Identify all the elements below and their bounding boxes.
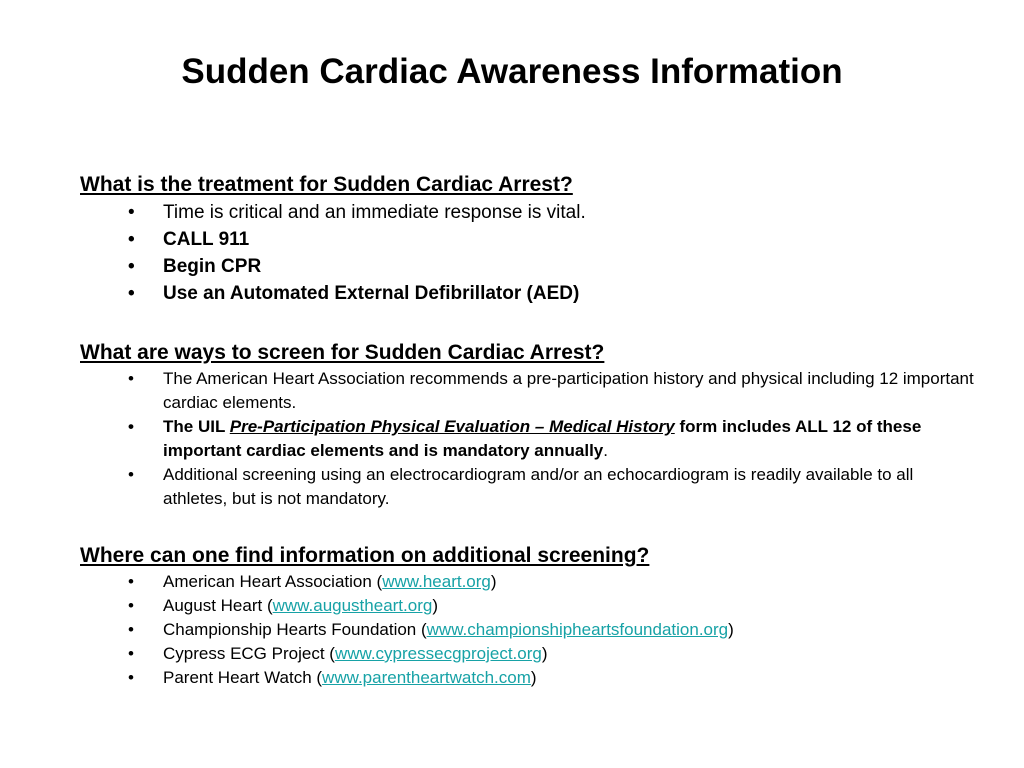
resource-name: Parent Heart Watch bbox=[163, 668, 312, 687]
list-item bbox=[80, 280, 980, 307]
bullet-icon: • bbox=[128, 417, 134, 436]
page-title: Sudden Cardiac Awareness Information bbox=[181, 52, 843, 91]
bullet-icon: • bbox=[128, 644, 134, 663]
resource-name: American Heart Association bbox=[163, 572, 372, 591]
list-item: • Championship Hearts Foundation (www.championshipheartsfoundation.org) bbox=[80, 618, 980, 642]
bullet-icon: • bbox=[128, 465, 134, 484]
resource-link[interactable]: www.cypressecgproject.org bbox=[334, 644, 542, 663]
uil-suffix: . bbox=[603, 441, 608, 460]
list-item bbox=[80, 367, 980, 415]
resource-name: Cypress ECG Project bbox=[163, 644, 325, 663]
list-item-text: Use an Automated External Defibrillator (AED) bbox=[163, 283, 580, 304]
section-treatment bbox=[80, 171, 980, 307]
list-item bbox=[80, 226, 980, 253]
list-item-text: CALL 911 bbox=[163, 229, 250, 250]
bullet-icon: • bbox=[128, 596, 134, 615]
bullet-icon: • bbox=[128, 668, 134, 687]
list-item-text: Additional screening using an electrocardiogram and/or an echocardiogram is readily available to all athletes, but is not mandatory. bbox=[163, 465, 914, 508]
section-resources bbox=[80, 542, 980, 690]
resource-name: August Heart bbox=[163, 596, 263, 615]
list-item: • American Heart Association (www.heart.org) bbox=[80, 570, 980, 594]
list-item-text: The American Heart Association recommends a pre-participation history and physical including 12 important cardiac elements. bbox=[163, 369, 974, 412]
bullet-list bbox=[80, 199, 980, 307]
resource-link[interactable]: www.heart.org bbox=[382, 572, 491, 591]
list-item bbox=[80, 253, 980, 280]
list-item: • Cypress ECG Project (www.cypressecgproject.org) bbox=[80, 642, 980, 666]
list-item bbox=[80, 415, 980, 463]
bullet-list bbox=[80, 367, 980, 511]
resource-link[interactable]: www.parentheartwatch.com bbox=[322, 668, 531, 687]
resource-name: Championship Hearts Foundation bbox=[163, 620, 417, 639]
list-item: • August Heart (www.augustheart.org) bbox=[80, 594, 980, 618]
list-item bbox=[80, 199, 980, 226]
uil-prefix: The UIL bbox=[163, 417, 230, 436]
list-item: • Parent Heart Watch (www.parentheartwatch.com) bbox=[80, 666, 980, 690]
bullet-icon: • bbox=[128, 283, 135, 304]
bullet-list bbox=[80, 570, 980, 690]
bullet-icon: • bbox=[128, 256, 135, 277]
section-heading: Where can one find information on additional screening? bbox=[80, 544, 650, 567]
bullet-icon: • bbox=[128, 229, 135, 250]
bullet-icon: • bbox=[128, 202, 135, 223]
section-heading: What is the treatment for Sudden Cardiac Arrest? bbox=[80, 173, 573, 196]
section-heading: What are ways to screen for Sudden Cardiac Arrest? bbox=[80, 341, 605, 364]
list-item-text: Begin CPR bbox=[163, 256, 262, 277]
uil-form-name: Pre-Participation Physical Evaluation – Medical History bbox=[229, 417, 675, 436]
resource-link[interactable]: www.championshipheartsfoundation.org bbox=[426, 620, 729, 639]
uil-form-description: form includes ALL 12 of these important cardiac elements and is mandatory annually bbox=[163, 417, 922, 460]
resource-link[interactable]: www.augustheart.org bbox=[272, 596, 433, 615]
section-screening bbox=[80, 339, 980, 511]
bullet-icon: • bbox=[128, 620, 134, 639]
bullet-icon: • bbox=[128, 369, 134, 388]
list-item bbox=[80, 463, 980, 511]
bullet-icon: • bbox=[128, 572, 134, 591]
list-item-text: Time is critical and an immediate response is vital. bbox=[163, 202, 586, 223]
